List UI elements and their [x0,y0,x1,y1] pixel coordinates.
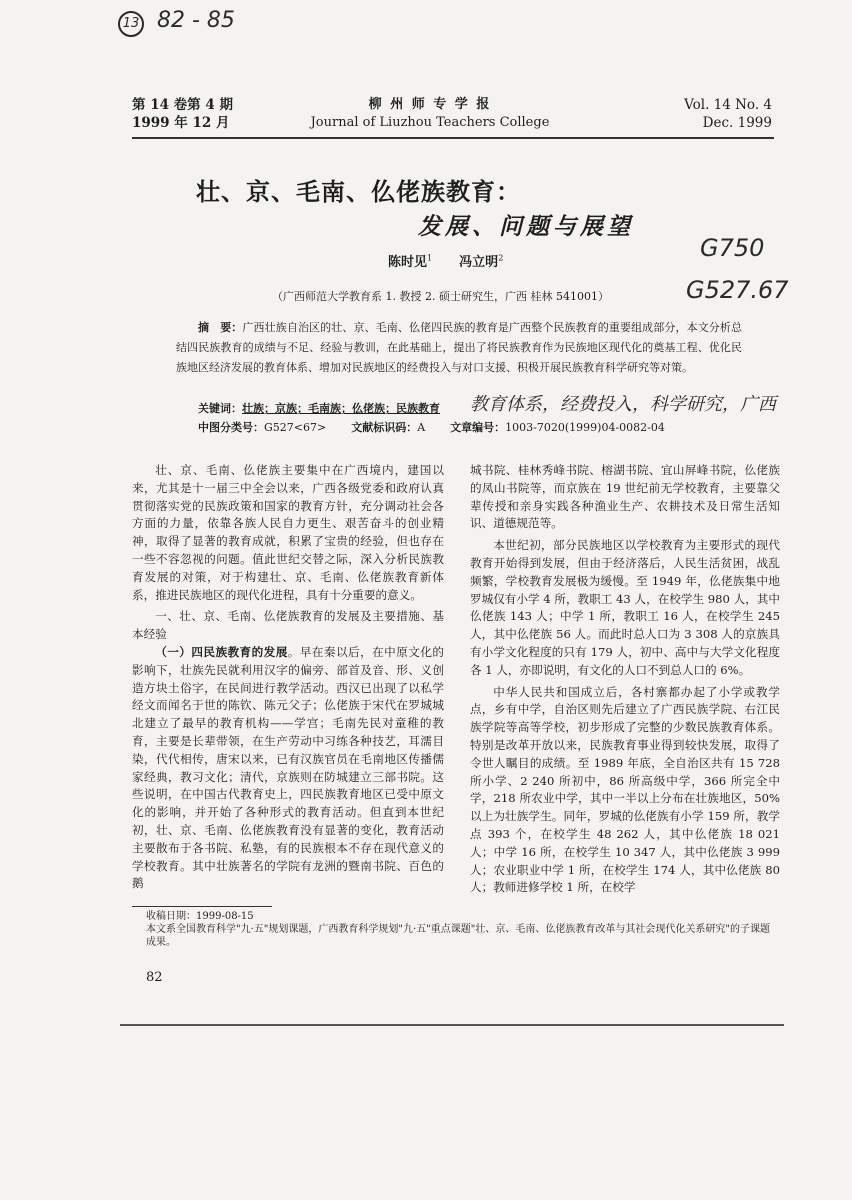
handwritten-page-range [118,8,235,37]
keywords: 关键词：壮族；京族；毛南族；仫佬族；民族教育 [198,402,440,415]
header-rule [132,137,774,139]
left-column [132,462,444,893]
abstract-label: 摘 要： [198,321,243,334]
article-subtitle: 发展、问题与展望 [418,214,634,240]
bottom-rule [120,1024,784,1026]
keywords-text: 壮族；京族；毛南族；仫佬族；民族教育 [242,402,440,415]
classification-line: 中图分类号：G527<67> 文献标识码：A 文章编号：1003-7020(1999)04-0082-04 [198,421,665,434]
paragraph: 中华人民共和国成立后，各村寨都办起了小学或教学点，乡有中学，自治区则先后建立了广西民族学院、右江民族学院等高等学校，初步形成了完整的少数民族教育体系。特别是改革开放以来，民族教育事业得到较快发展，取得了令世人瞩目的成绩。至 1989 年底，全自治区共有 15 728 所小学、2 240 所初中，86 所高级中学，366 所完全中学，218 所农业中学，其中一半以上分布在壮族地区，50% 以上为壮族学生。同年，罗城的仫佬族有小学 159 所，教学点 393 个，在校学生 48 262 人，其中仫佬族 18 021 人；中学 16 所，在校学生 10 347 人，其中仫佬族 3 999 人；农业职业中学 1 所，在校学生 174 人，其中仫佬族 80 人；教师进修学校 1 所，在校学 [470,684,780,895]
footnote-rule [132,906,272,907]
subsection-lead: （一）四民族教育的发展 [155,644,288,659]
paragraph: 城书院、桂林秀峰书院、榕湖书院、宜山屏峰书院，仫佬族的凤山书院等，而京族在 19 世纪前无学校教育，主要靠父辈传授和亲身实践各种渔业生产、农耕技术及日常生活知识、道德规范等。 [470,463,780,531]
article-title: 壮、京、毛南、仫佬族教育： [196,178,521,206]
footnote [146,910,776,949]
author-2: 冯立明$^2$ [459,253,504,270]
page-number: 82 [146,970,163,985]
circled-number: 13 [118,11,144,37]
handwritten-code-1: G750 [700,234,765,262]
affiliation: （广西师范大学教育系 1. 教授 2. 硕士研究生，广西 桂林 541001） [272,290,609,303]
section-heading: 一、壮、京、毛南、仫佬族教育的发展及主要措施、基本经验 [132,609,444,642]
right-column [470,462,780,897]
clc-number: G527<67> [264,421,327,434]
funding-note: 本文系全国教育科学"九·五"规划课题，广西教育科学规划"九·五"重点课题"壮、京、毛南、仫佬族教育改革与其社会现代化关系研究"的子课题成果。 [146,924,770,948]
abstract-text: 广西壮族自治区的壮、京、毛南、仫佬四民族的教育是广西整个民族教育的重要组成部分，本文分析总结四民族教育的成绩与不足、经验与教训，在此基础上，提出了将民族教育作为民族地区现代化的奠基工程、优化民族地区经济发展的教育体系、增加对民族地区的经费投入与对口支援、积极开展民族教育科学研究等对策。 [176,321,743,374]
author-1: 陈时见$^1$ [388,253,433,270]
handwritten-keywords-note: 教育体系，经费投入，科学研究，广西 [470,394,776,415]
abstract [176,318,742,378]
doc-code: A [417,421,426,434]
received-date: 收稿日期：1999-08-15 [146,911,254,922]
paragraph: （一）四民族教育的发展。早在秦以后，在中原文化的影响下，壮族先民就利用汉字的偏旁、部首及音、形、义创造方块土俗字，在民间进行教学活动。西汉已出现了以私学经文而闻名于世的陈钦、陈元父子；仫佬族于宋代在罗城城北建立了最早的教育机构——学宫；毛南先民对童稚的教育，主要是长辈带领，在生产劳动中习练各种技艺，耳濡目染，代代相传，唐宋以来，已有汉族官员在毛南地区传播儒家经典，教习文化；清代，京族则在防城建立三部书院。这些说明，在中国古代教育史上，四民族教育地区已受中原文化的影响，并开始了各种形式的教育活动。但直到本世纪初，壮、京、毛南、仫佬族教育没有显著的变化，教育活动主要散布于各书院、私塾，有的民族根本不存在现代意义的学校教育。其中壮族著名的学院有龙洲的暨南书院、百色的鹅 [132,644,444,891]
authors [388,251,503,270]
paragraph: 壮、京、毛南、仫佬族主要集中在广西境内，建国以来，尤其是十一届三中全会以来，广西各级党委和政府认真贯彻落实党的民族政策和国家的教育方针，充分调动社会各方面的力量，依靠各族人民自力更生、艰苦奋斗的创业精神，取得了显著的教育成就，积累了宝贵的经验，但也存在一些不容忽视的问题。值此世纪交替之际，深入分析民族教育发展的对策，对于构建壮、京、毛南、仫佬族教育新体系，推进民族地区的现代化进程，具有十分重要的意义。 [132,463,444,602]
page-range-note: 82 - 85 [157,8,235,33]
article-id: 1003-7020(1999)04-0082-04 [505,421,665,434]
paragraph: 本世纪初，部分民族地区以学校教育为主要形式的现代教育开始得到发展，但由于经济落后，人民生活贫困，战乱频繁，学校教育发展极为缓慢。至 1949 年，仫佬族集中地罗城仅有小学 4 所，教职工 43 人，在校学生 980 人，其中仫佬族 143 人；中学 1 所，教职工 16 人，在校学生 245 人，其中仫佬族 56 人。而此时总人口为 3 308 人的京族具有小学文化程度的只有 179 人，初中、高中与大学文化程度各 1 人，亦即说明，有文化的人口不到总人口的 6%。 [470,538,780,677]
header-right: Vol. 14 No. 4 Dec. 1999 [684,97,772,131]
handwritten-code-2: G527.67 [686,276,789,304]
header-left: 第 14 卷第 4 期 1999 年 12 月 [132,97,233,131]
header-center: 柳 州 师 专 学 报 Journal of Liuzhou Teachers College [310,97,550,130]
